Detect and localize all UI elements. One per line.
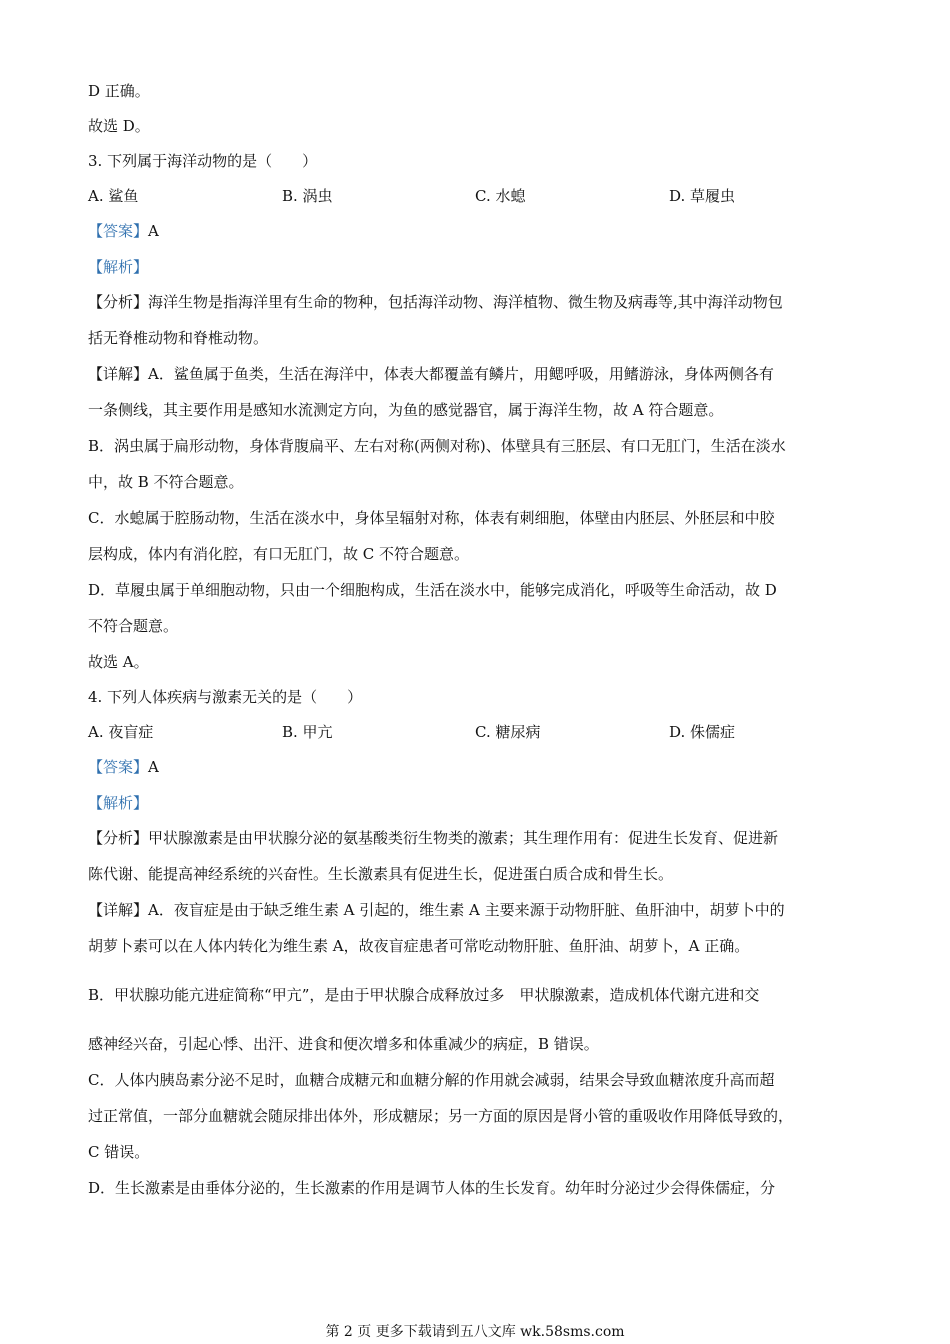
q4-answer — [88, 757, 159, 777]
text-line: 一条侧线，其主要作用是感知水流测定方向，为鱼的感觉器官，属于海洋生物，故 A 符合题意。 — [88, 401, 724, 419]
text-line: 过正常值，一部分血糖就会随尿排出体外，形成糖尿；另一方面的原因是肾小管的重吸收作用降低导致的， — [88, 1107, 794, 1125]
answer-value: A — [148, 758, 159, 776]
fenxi-text: 甲状腺激素是由甲状腺分泌的氨基酸类衍生物类的激素；其生理作用有：促进生长发育、促进新 — [148, 829, 779, 847]
text-line: B．甲状腺功能亢进症简称“甲亢”，是由于甲状腺合成释放过多 甲状腺激素，造成机体代谢亢进和交 — [88, 986, 760, 1004]
fenxi-text: 海洋生物是指海洋里有生命的物种，包括海洋动物、海洋植物、微生物及病毒等,其中海洋动物包 — [148, 293, 783, 311]
xiangjie-tag: 【详解】 — [88, 365, 149, 383]
q3-option-a: A. 鲨鱼 — [88, 187, 139, 205]
text-line: D 正确。 — [88, 82, 150, 100]
text-line: 层构成，体内有消化腔，有口无肛门，故 C 不符合题意。 — [88, 545, 470, 563]
xiangjie-tag: 【详解】 — [88, 901, 149, 919]
question-3-stem: 3. 下列属于海洋动物的是（ ） — [88, 152, 318, 170]
q3-option-b: B. 涡虫 — [282, 187, 333, 205]
q3-answer — [88, 221, 159, 241]
text-line: D．生长激素是由垂体分泌的，生长激素的作用是调节人体的生长发育。幼年时分泌过少会得侏儒症，分 — [88, 1179, 776, 1197]
text-line: D．草履虫属于单细胞动物，只由一个细胞构成，生活在淡水中，能够完成消化，呼吸等生命活动，故 D — [88, 581, 777, 599]
text-line: C．水螅属于腔肠动物，生活在淡水中，身体呈辐射对称，体表有刺细胞，体壁由内胚层、外胚层和中胶 — [88, 509, 775, 527]
text-line: 感神经兴奋，引起心悸、出汗、进食和便次增多和体重减少的病症，B 错误。 — [88, 1035, 599, 1053]
answer-tag: 【答案】 — [88, 758, 149, 776]
fenxi-tag: 【分析】 — [88, 293, 149, 311]
q3-fenxi-line — [88, 292, 783, 312]
text-line: 陈代谢、能提高神经系统的兴奋性。生长激素具有促进生长，促进蛋白质合成和骨生长。 — [88, 865, 674, 883]
q4-analysis-tag: 【解析】 — [88, 794, 149, 812]
q3-option-d: D. 草履虫 — [669, 187, 736, 205]
text-line: 胡萝卜素可以在人体内转化为维生素 A，故夜盲症患者可常吃动物肝脏、鱼肝油、胡萝卜，A 正确。 — [88, 937, 750, 955]
text-line: 括无脊椎动物和脊椎动物。 — [88, 329, 269, 347]
xiangjie-text: A．鲨鱼属于鱼类，生活在海洋中，体表大都覆盖有鳞片，用鳃呼吸，用鳍游泳，身体两侧各有 — [148, 365, 774, 383]
q3-conclusion: 故选 A。 — [88, 653, 149, 671]
text-line: C 错误。 — [88, 1143, 150, 1161]
page-footer: 第 2 页 更多下载请到五八文库 wk.58sms.com — [325, 1324, 625, 1340]
answer-value: A — [148, 222, 159, 240]
q4-xiangjie-line — [88, 900, 785, 920]
question-4-stem: 4. 下列人体疾病与激素无关的是（ ） — [88, 688, 363, 706]
text-line: B．涡虫属于扁形动物，身体背腹扁平、左右对称(两侧对称)、体壁具有三胚层、有口无肛门，生活在淡水 — [88, 437, 786, 455]
q4-option-a: A. 夜盲症 — [88, 723, 154, 741]
text-line: C．人体内胰岛素分泌不足时，血糖合成糖元和血糖分解的作用就会减弱，结果会导致血糖浓度升高而超 — [88, 1071, 775, 1089]
answer-tag: 【答案】 — [88, 222, 149, 240]
q3-analysis-tag: 【解析】 — [88, 258, 149, 276]
q4-fenxi-line — [88, 828, 778, 848]
q3-xiangjie-line — [88, 364, 774, 384]
fenxi-tag: 【分析】 — [88, 829, 149, 847]
text-line: 中，故 B 不符合题意。 — [88, 473, 244, 491]
q3-option-c: C. 水螅 — [475, 187, 526, 205]
q4-option-d: D. 侏儒症 — [669, 723, 736, 741]
q4-option-b: B. 甲亢 — [282, 723, 333, 741]
text-line: 故选 D。 — [88, 117, 150, 135]
text-line: 不符合题意。 — [88, 617, 179, 635]
xiangjie-text: A．夜盲症是由于缺乏维生素 A 引起的，维生素 A 主要来源于动物肝脏、鱼肝油中，胡萝卜中的 — [148, 901, 785, 919]
q4-option-c: C. 糖尿病 — [475, 723, 541, 741]
